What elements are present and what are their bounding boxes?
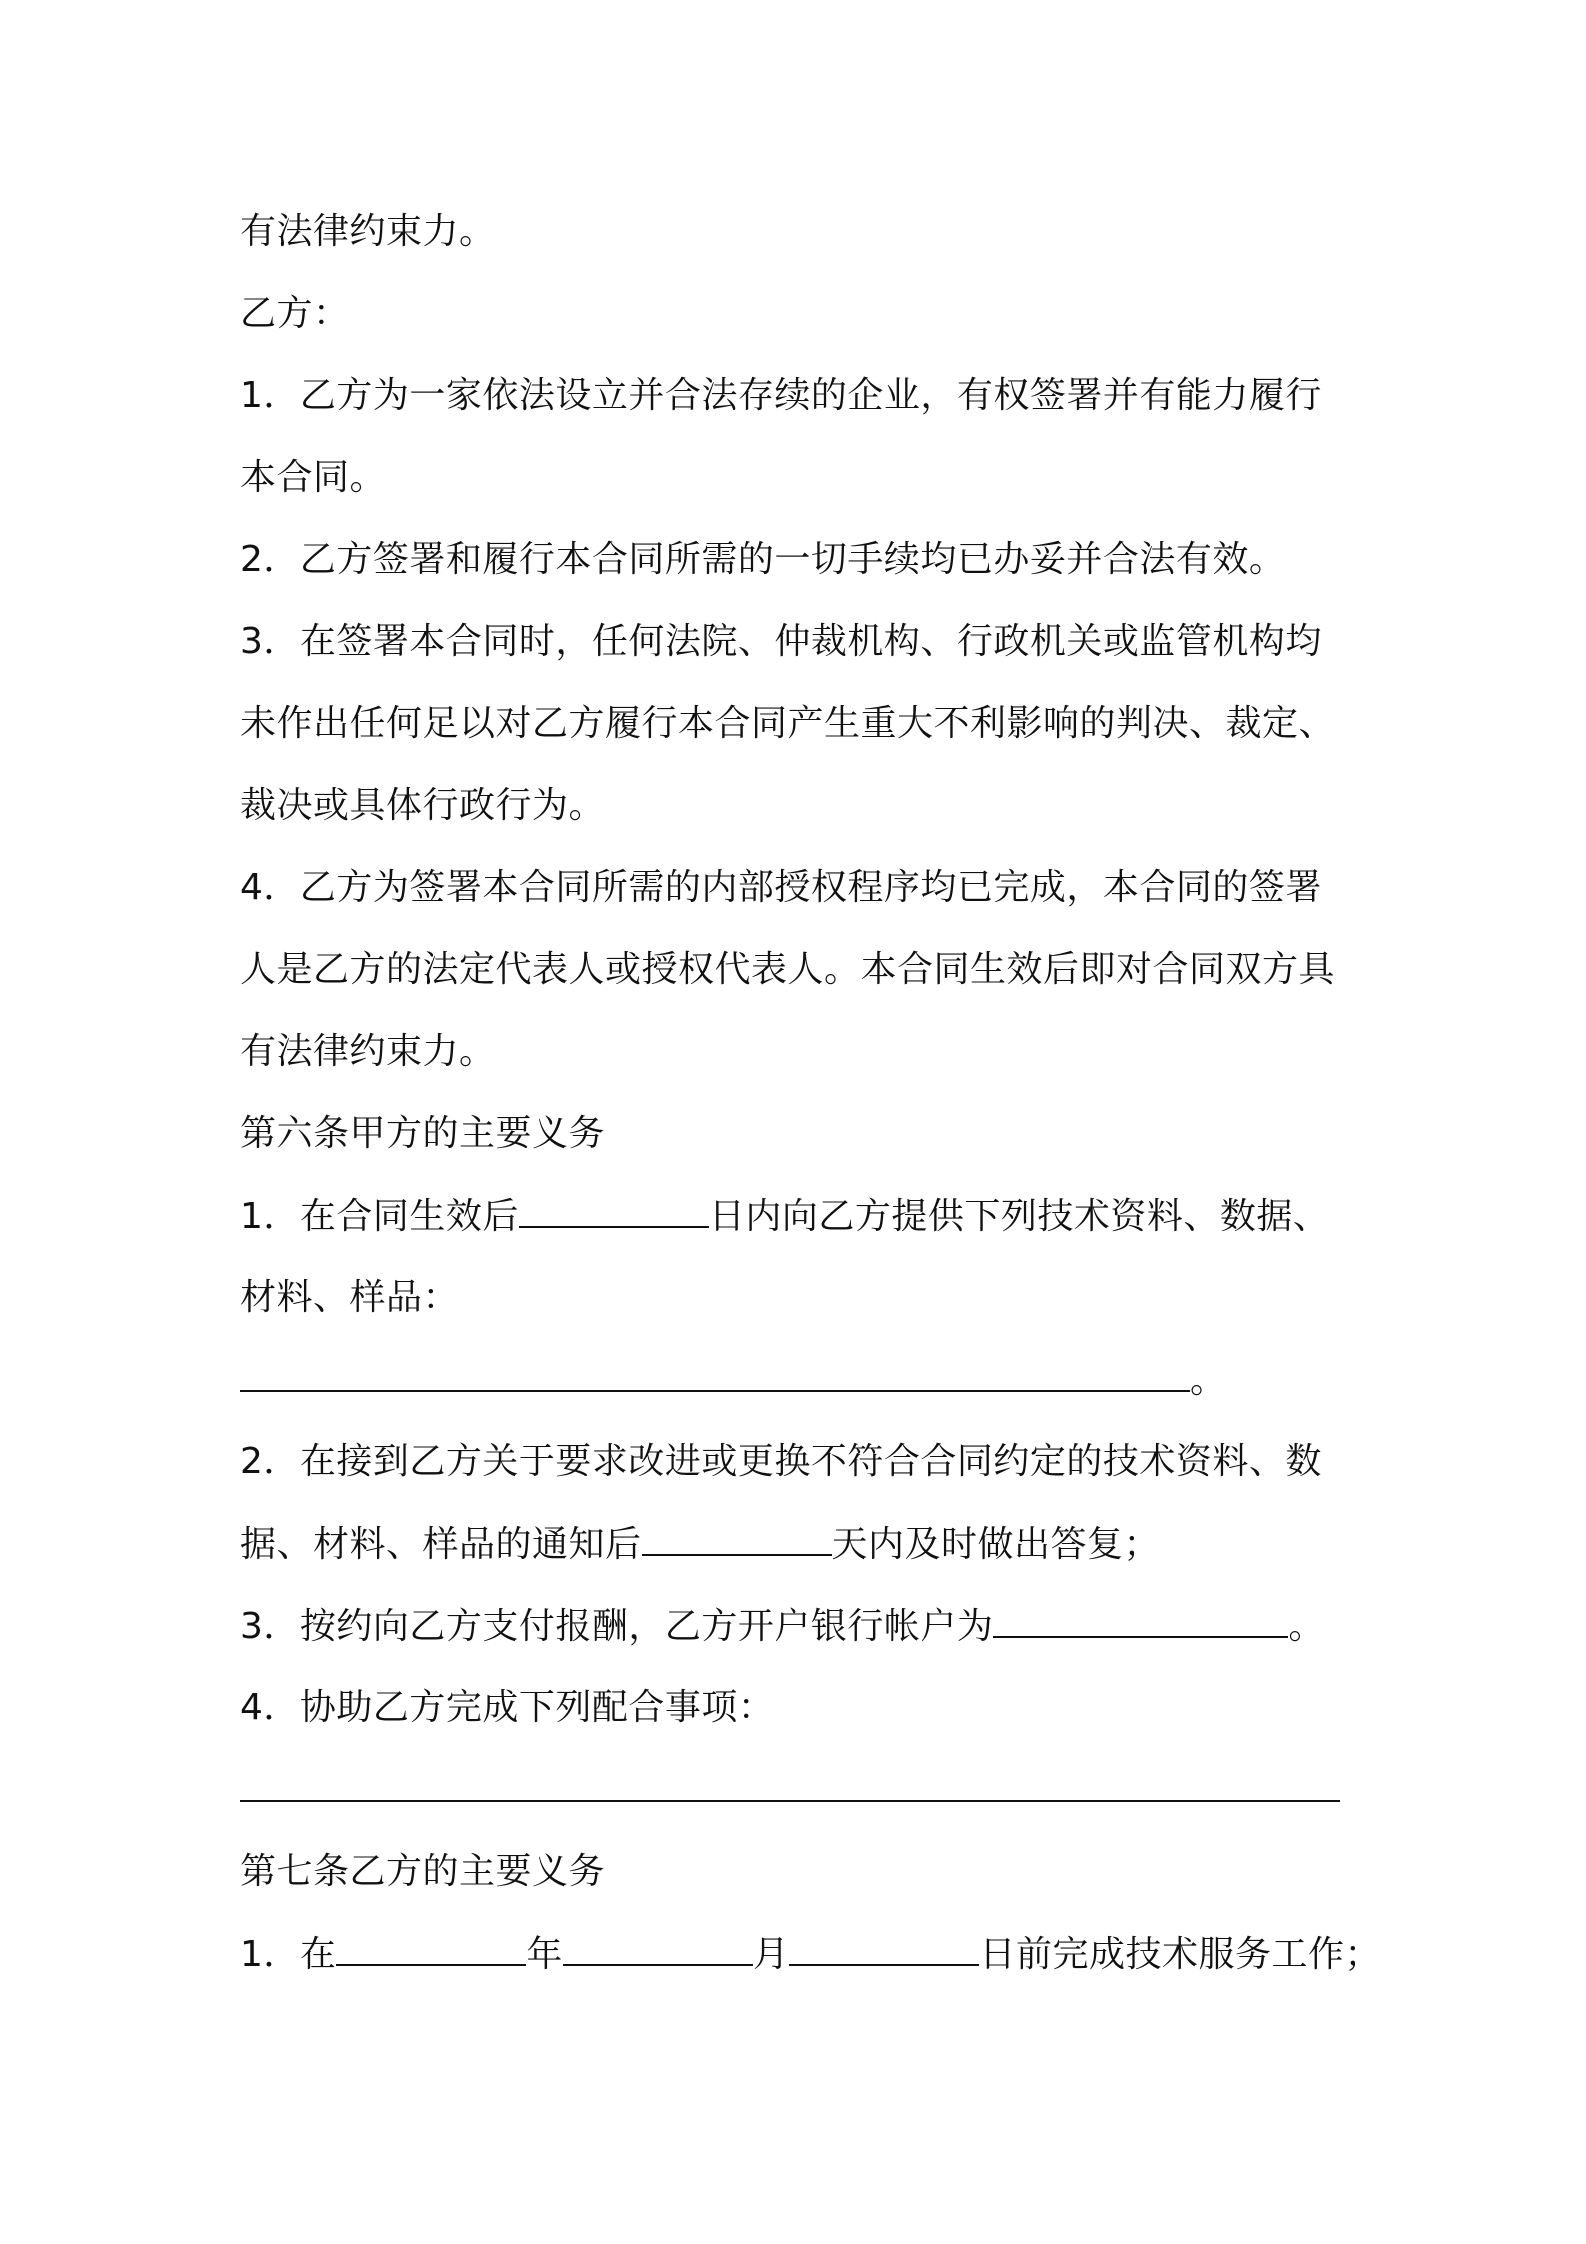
fill-in-blank[interactable] xyxy=(519,1192,709,1228)
article-heading: 第七条乙方的主要义务 xyxy=(240,1851,606,1892)
text-line: 本合同。 xyxy=(240,457,387,498)
fill-in-blank[interactable] xyxy=(993,1602,1288,1638)
text-segment: 。 xyxy=(1288,1606,1325,1647)
text-segment: 日前完成技术服务工作； xyxy=(979,1934,1381,1975)
text-line-with-blank xyxy=(240,1356,1227,1405)
article-heading: 第六条甲方的主要义务 xyxy=(240,1113,606,1154)
text-line-with-blank xyxy=(240,1766,1340,1815)
text-segment: 日内向乙方提供下列技术资料、数据、 xyxy=(708,1196,1330,1237)
text-line: 4．乙方为签署本合同所需的内部授权程序均已完成，本合同的签署 xyxy=(240,867,1322,908)
fill-in-blank[interactable] xyxy=(789,1930,979,1966)
text-segment: 天内及时做出答复； xyxy=(831,1524,1161,1565)
text-segment: 年 xyxy=(526,1934,563,1975)
text-line: 未作出任何足以对乙方履行本合同产生重大不利影响的判决、裁定、 xyxy=(240,703,1336,744)
text-segment: 据、材料、样品的通知后 xyxy=(240,1524,642,1565)
text-line: 2．在接到乙方关于要求改进或更换不符合合同约定的技术资料、数 xyxy=(240,1441,1322,1482)
fill-in-blank[interactable] xyxy=(336,1930,526,1966)
text-line-with-blank xyxy=(240,1192,1329,1241)
text-segment: 1．在 xyxy=(240,1934,337,1975)
text-line: 2．乙方签署和履行本合同所需的一切手续均已办妥并合法有效。 xyxy=(240,539,1286,580)
text-line: 裁决或具体行政行为。 xyxy=(240,785,606,826)
text-line: 4．协助乙方完成下列配合事项： xyxy=(240,1687,775,1728)
text-line: 3．在签署本合同时，任何法院、仲裁机构、行政机关或监管机构均 xyxy=(240,621,1322,662)
text-segment: 。 xyxy=(1190,1360,1227,1401)
section-heading: 乙方： xyxy=(240,293,350,334)
text-segment: 3．按约向乙方支付报酬，乙方开户银行帐户为 xyxy=(240,1606,994,1647)
text-line: 人是乙方的法定代表人或授权代表人。本合同生效后即对合同双方具 xyxy=(240,949,1336,990)
fill-in-blank[interactable] xyxy=(240,1766,1340,1802)
text-segment: 月 xyxy=(752,1934,790,1975)
text-line: 材料、样品： xyxy=(240,1277,460,1318)
text-line-with-blank xyxy=(240,1602,1325,1651)
text-line: 1．乙方为一家依法设立并合法存续的企业，有权签署并有能力履行 xyxy=(240,375,1322,416)
text-segment: 1．在合同生效后 xyxy=(240,1196,519,1237)
text-line-with-blank xyxy=(240,1520,1160,1569)
fill-in-blank[interactable] xyxy=(563,1930,753,1966)
text-line: 有法律约束力。 xyxy=(240,211,496,252)
fill-in-blank[interactable] xyxy=(240,1356,1190,1392)
text-line-with-blank xyxy=(240,1930,1381,1979)
text-line: 有法律约束力。 xyxy=(240,1031,496,1072)
fill-in-blank[interactable] xyxy=(642,1520,832,1556)
